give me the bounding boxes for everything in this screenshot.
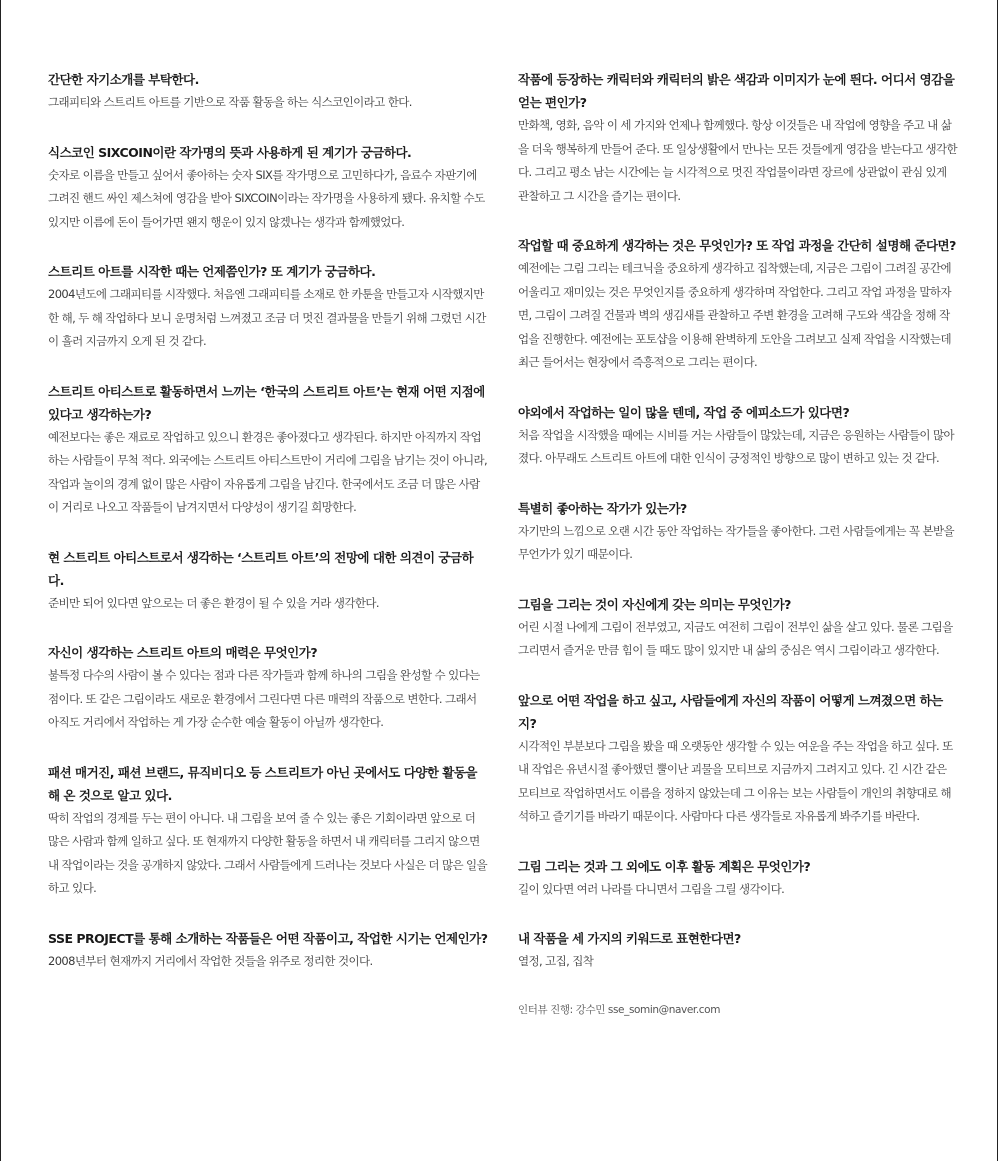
answer: 불특정 다수의 사람이 볼 수 있다는 점과 다른 작가들과 함께 하나의 그림을 완성할 수 있다는 점이다. 또 같은 그림이라도 새로운 환경에서 그린다면 다른 매력의 작품으로 변한다. 그래서 아직도 거리에서 작업하는 게 가장 순수한 예술 활동이 아닐까 생각한다. (48, 668, 480, 729)
qa-item (48, 927, 488, 974)
qa-item (518, 927, 958, 974)
right-column (518, 68, 958, 1020)
qa-item (518, 593, 958, 663)
question: 야외에서 작업하는 일이 많을 텐데, 작업 중 에피소드가 있다면? (518, 404, 850, 420)
answer: 열정, 고집, 집착 (518, 954, 594, 968)
question: 그림 그리는 것과 그 외에도 이후 활동 계획은 무엇인가? (518, 858, 811, 874)
question: 식스코인 SIXCOIN이란 작가명의 뜻과 사용하게 된 계기가 궁금하다. (48, 144, 412, 160)
qa-item (518, 855, 958, 902)
left-column (48, 68, 488, 999)
question: 작품에 등장하는 캐릭터와 캐릭터의 밝은 색감과 이미지가 눈에 띈다. 어디서 영감을 얻는 편인가? (518, 72, 955, 110)
question: 내 작품을 세 가지의 키워드로 표현한다면? (518, 931, 741, 946)
question: 자신이 생각하는 스트리트 아트의 매력은 무엇인가? (48, 645, 318, 660)
question: 패션 매거진, 패션 브랜드, 뮤직비디오 등 스트리트가 아닌 곳에서도 다양한 활동을 해 온 것으로 알고 있다. (48, 764, 477, 803)
answer: 예전에는 그림 그리는 테크닉을 중요하게 생각하고 집착했는데, 지금은 그림이 그려질 공간에 어울리고 재미있는 것은 무엇인지를 중요하게 생각하며 작업한다. 그리고 작업 과정을 말하자면, 그림이 그려질 건물과 벽의 생김새를 관찰하고 주변 환경을 고려해 구도와 색감을 정해 작업을 진행한다. 예전에는 포토샵을 이용해 완벽하게 도안을 그려보고 실제 작업을 시작했는데 최근 들어서는 현장에서 즉흥적으로 그리는 편이다. (518, 261, 951, 369)
question: 현 스트리트 아티스트로서 생각하는 ‘스트리트 아트’의 전망에 대한 의견이 궁금하다. (48, 549, 474, 588)
question: SSE PROJECT를 통해 소개하는 작품들은 어떤 작품이고, 작업한 시기는 언제인가? (48, 930, 488, 946)
question: 스트리트 아트를 시작한 때는 언제쯤인가? 또 계기가 궁금하다. (48, 264, 376, 279)
answer: 처음 작업을 시작했을 때에는 시비를 거는 사람들이 많았는데, 지금은 응원하는 사람들이 많아졌다. 아무래도 스트리트 아트에 대한 인식이 긍정적인 방향으로 많이 변하고 있는 것 같다. (518, 427, 955, 465)
answer: 자기만의 느낌으로 오랜 시간 동안 작업하는 작가들을 좋아한다. 그런 사람들에게는 꼭 본받을 무언가가 있기 때문이다. (518, 523, 955, 561)
answer: 2004년도에 그래피티를 시작했다. 처음엔 그래피티를 소재로 한 카툰을 만들고자 시작했지만 한 해, 두 해 작업하다 보니 운명처럼 느껴졌고 조금 더 멋진 결과물을 만들기 위해 그렸던 시간이 흘러 지금까지 오게 된 것 같다. (48, 287, 486, 348)
answer: 길이 있다면 여러 나라를 다니면서 그림을 그릴 생각이다. (518, 881, 785, 896)
qa-item (48, 546, 488, 616)
question: 그림을 그리는 것이 자신에게 갖는 의미는 무엇인가? (518, 596, 791, 612)
qa-item (48, 761, 488, 901)
answer: 어린 시절 나에게 그림이 전부였고, 지금도 여전히 그림이 전부인 삶을 살고 있다. 물론 그림을 그리면서 즐거운 만큼 힘이 들 때도 많이 있지만 내 삶의 중심은 역시 그림이라고 생각한다. (518, 619, 953, 657)
qa-item (518, 497, 958, 567)
answer: 만화책, 영화, 음악 이 세 가지와 언제나 함께했다. 항상 이것들은 내 작업에 영향을 주고 내 삶을 더욱 행복하게 만들어 준다. 또 일상생활에서 만나는 모든 것들에게 영감을 받는다고 생각한다. 그리고 평소 남는 시간에는 늘 시각적으로 멋진 작업물이라면 장르에 상관없이 관심 있게 관찰하고 그 시간을 즐기는 편이다. (518, 118, 958, 203)
answer: 시각적인 부분보다 그림을 봤을 때 오랫동안 생각할 수 있는 여운을 주는 작업을 하고 싶다. 또 내 작업은 유년시절 좋아했던 뿔이난 괴물을 모티브로 지금까지 그려지고 있다. 긴 시간 같은 모티브로 작업하면서도 이름을 정하지 않았는데 그 이유는 보는 사람들이 개인의 취향대로 해석하고 즐기기를 바라기 때문이다. 사람마다 다른 생각들로 자유롭게 봐주기를 바란다. (518, 738, 953, 823)
interviewer-credit: 인터뷰 진행: 강수민 sse_somin@naver.com (518, 1003, 721, 1016)
qa-item (48, 68, 488, 115)
qa-item (48, 641, 488, 735)
qa-item (48, 141, 488, 235)
qa-item (518, 234, 958, 375)
qa-item (518, 689, 958, 829)
answer: 숫자로 이름을 만들고 싶어서 좋아하는 숫자 SIX를 작가명으로 고민하다가, 음료수 자판기에 그려진 핸드 싸인 제스쳐에 영감을 받아 SIXCOIN이라는 작가명을 사용하게 됐다. 유치할 수도 있지만 이름에 돈이 들어가면 왠지 행운이 있지 않겠나는 생각과 함께했었다. (48, 167, 485, 229)
qa-item (48, 380, 488, 520)
question: 작업할 때 중요하게 생각하는 것은 무엇인가? 또 작업 과정을 간단히 설명해 준다면? (518, 238, 956, 253)
qa-item (48, 260, 488, 354)
question: 특별히 좋아하는 작가가 있는가? (518, 500, 687, 516)
question: 앞으로 어떤 작업을 하고 싶고, 사람들에게 자신의 작품이 어떻게 느껴졌으면 하는지? (518, 692, 943, 731)
answer: 딱히 작업의 경계를 두는 편이 아니다. 내 그림을 보여 줄 수 있는 좋은 기회이라면 앞으로 더 많은 사람과 함께 일하고 싶다. 또 현재까지 다양한 활동을 하면서 내 캐릭터를 그리지 않으면 내 작업이라는 것을 공개하지 않았다. 그래서 사람들에게 드러나는 것보다 사실은 더 많은 일을 하고 있다. (48, 810, 488, 895)
answer: 그래피티와 스트리트 아트를 기반으로 작품 활동을 하는 식스코인이라고 한다. (48, 95, 412, 109)
qa-item (518, 68, 958, 208)
answer: 2008년부터 현재까지 거리에서 작업한 것들을 위주로 정리한 것이다. (48, 953, 373, 968)
question: 스트리트 아티스트로 활동하면서 느끼는 ‘한국의 스트리트 아트’는 현재 어떤 지점에 있다고 생각하는가? (48, 383, 485, 422)
answer: 예전보다는 좋은 재료로 작업하고 있으니 환경은 좋아졌다고 생각된다. 하지만 아직까지 작업하는 사람들이 무척 적다. 외국에는 스트리트 아티스트만이 거리에 그림을 남기는 것이 아니라, 작업과 놀이의 경계 없이 많은 사람이 자유롭게 그림을 남긴다. 한국에서도 조금 더 많은 사람이 거리로 나오고 작품들이 남겨지면서 다양성이 생기길 희망한다. (48, 429, 488, 514)
qa-item (518, 401, 958, 471)
question: 간단한 자기소개를 부탁한다. (48, 72, 199, 87)
answer: 준비만 되어 있다면 앞으로는 더 좋은 환경이 될 수 있을 거라 생각한다. (48, 595, 379, 610)
